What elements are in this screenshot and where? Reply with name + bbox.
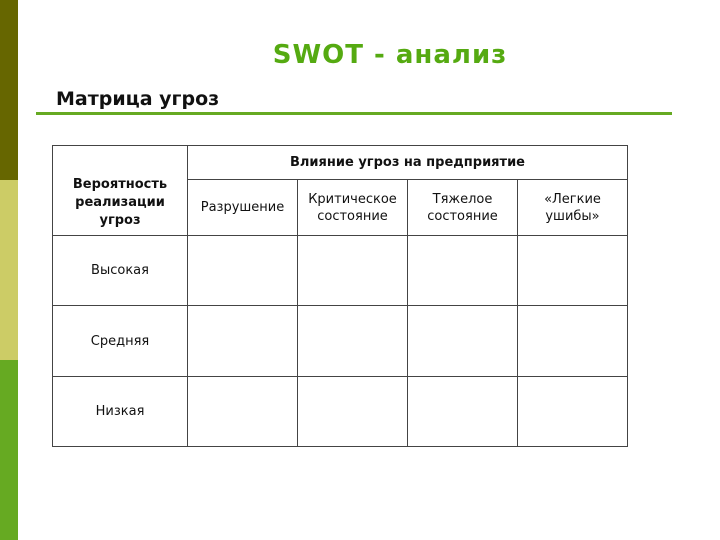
- threat-matrix-table: [52, 145, 628, 447]
- probability-header: Вероятность реализации угроз: [53, 146, 188, 236]
- column-header-destruction: Разрушение: [188, 180, 298, 236]
- slide-title: SWOT - анализ: [272, 40, 508, 70]
- title-underline: [36, 112, 672, 115]
- side-band-bottom: [0, 360, 18, 540]
- table-row: [53, 236, 628, 306]
- table-row: [53, 377, 628, 447]
- matrix-cell: [408, 306, 518, 377]
- matrix-cell: [518, 236, 628, 306]
- row-label-medium: Средняя: [53, 306, 188, 377]
- row-label-low: Низкая: [53, 377, 188, 447]
- matrix-cell: [298, 236, 408, 306]
- matrix-cell: [188, 306, 298, 377]
- matrix-cell: [298, 306, 408, 377]
- column-header-critical: Критическое состояние: [298, 180, 408, 236]
- table-row: [53, 306, 628, 377]
- matrix-cell: [188, 377, 298, 447]
- table-row: [53, 146, 628, 180]
- row-label-high: Высокая: [53, 236, 188, 306]
- impact-header: Влияние угроз на предприятие: [188, 146, 628, 180]
- matrix-cell: [298, 377, 408, 447]
- column-header-severe: Тяжелое состояние: [408, 180, 518, 236]
- matrix-cell: [408, 236, 518, 306]
- matrix-cell: [518, 306, 628, 377]
- matrix-cell: [408, 377, 518, 447]
- slide-subtitle: Матрица угроз: [56, 88, 220, 110]
- matrix-cell: [188, 236, 298, 306]
- side-band-top: [0, 0, 18, 180]
- matrix-cell: [518, 377, 628, 447]
- side-band-middle: [0, 180, 18, 360]
- column-header-light: «Легкие ушибы»: [518, 180, 628, 236]
